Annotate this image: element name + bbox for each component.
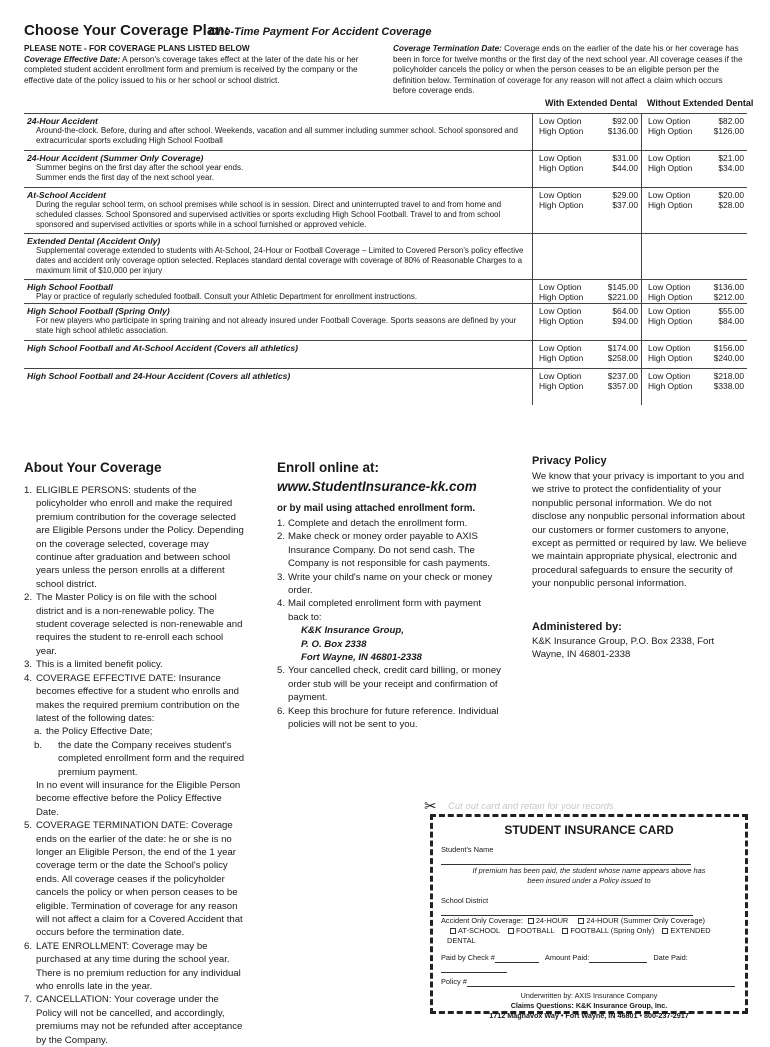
termination-note xyxy=(393,44,745,97)
col-header-with-dental: With Extended Dental xyxy=(545,98,638,108)
price-with-dental-cell xyxy=(532,341,641,368)
enroll-heading: Enroll online at: xyxy=(277,460,380,475)
option-price: $64.00 xyxy=(612,306,638,316)
option-price: $212.00 xyxy=(713,292,744,303)
price-option xyxy=(539,371,638,381)
option-price: $221.00 xyxy=(607,292,638,303)
option-label: Low Option xyxy=(539,282,582,292)
option-price: $357.00 xyxy=(607,381,638,392)
option-label: High Option xyxy=(539,126,584,137)
option-price: $258.00 xyxy=(607,353,638,364)
option-price: $20.00 xyxy=(718,190,744,200)
option-label: High Option xyxy=(648,353,693,364)
price-option xyxy=(539,116,638,126)
checkbox-extended-dental[interactable] xyxy=(662,928,668,934)
option-price: $34.00 xyxy=(718,163,744,174)
price-option xyxy=(539,163,638,173)
enroll-step: 5. Your cancelled check, credit card billing, or money order stub will be your receipt and confirmation of payment. xyxy=(277,665,501,704)
option-label: Low Option xyxy=(648,153,691,163)
option-label: Low Option xyxy=(539,153,582,163)
option-label: High Option xyxy=(648,163,693,174)
effective-label: Coverage Effective Date: xyxy=(24,54,121,64)
administered-text: K&K Insurance Group, P.O. Box 2338, Fort Wayne, IN 46801-2338 xyxy=(532,635,715,661)
plan-row xyxy=(24,113,747,150)
enroll-step: 3. Write your child's name on your check or money order. xyxy=(277,571,493,597)
price-with-dental-cell xyxy=(532,234,641,279)
enroll-steps xyxy=(277,517,502,732)
option-price: $94.00 xyxy=(612,316,638,327)
option-label: High Option xyxy=(539,381,584,392)
plan-row xyxy=(24,279,747,303)
plan-row xyxy=(24,340,747,368)
price-without-dental-cell xyxy=(641,304,747,340)
about-list xyxy=(24,484,246,1047)
checkbox-24hour-summer[interactable] xyxy=(578,918,584,924)
claims-text: Claims Questions: K&K Insurance Group, Inc. xyxy=(510,1001,668,1010)
option-label: High Option xyxy=(648,200,693,211)
price-without-dental-cell xyxy=(641,369,747,405)
option-label: Low Option xyxy=(539,116,582,126)
price-option xyxy=(539,282,638,292)
plan-row xyxy=(24,303,747,340)
price-without-dental-cell xyxy=(641,280,747,303)
option-price: $156.00 xyxy=(713,343,744,353)
option-label: High Option xyxy=(539,200,584,211)
plan-description-cell xyxy=(24,280,532,303)
price-with-dental-cell xyxy=(532,114,641,150)
about-subitem: b. the date the Company receives student's completed enrollment form and the required premium payment. xyxy=(34,739,245,778)
coverage-options-row: AT-SCHOOL FOOTBALL FOOTBALL (Spring Only) EXTENDED DENTAL xyxy=(447,926,711,945)
option-price: $92.00 xyxy=(612,116,638,126)
plan-description-cell xyxy=(24,151,532,187)
plan-name: High School Football (Spring Only) xyxy=(27,306,170,316)
option-price: $37.00 xyxy=(612,200,638,211)
checkbox-football[interactable] xyxy=(508,928,514,934)
plan-row xyxy=(24,233,747,279)
price-option xyxy=(539,126,638,136)
effective-text: A person's coverage takes effect at the later of the date his or her completed student accident enrollment form and premium is received by the company or the effective date of the policy issued to his or her school or school district. xyxy=(24,54,359,85)
mail-address-line: P. O. Box 2338 xyxy=(301,638,367,650)
price-without-dental-cell xyxy=(641,114,747,150)
option-label: Low Option xyxy=(539,343,582,353)
enroll-step: 2. Make check or money order payable to AXIS Insurance Company. Do not send cash. The Company is not responsible for cash payments. xyxy=(277,531,491,570)
checkbox-football-spring[interactable] xyxy=(562,928,568,934)
option-price: $218.00 xyxy=(713,371,744,381)
enroll-url-link[interactable]: www.StudentInsurance-kk.com xyxy=(277,479,477,494)
plan-description: Summer begins on the first day after the school year ends. Summer ends the first day of the next school year. xyxy=(36,163,244,182)
option-price: $126.00 xyxy=(713,126,744,137)
option-label: Low Option xyxy=(648,190,691,200)
mail-address-line: Fort Wayne, IN 46801-2338 xyxy=(301,652,422,664)
price-option xyxy=(648,381,744,391)
enroll-section xyxy=(277,460,502,732)
privacy-section xyxy=(532,455,747,661)
price-with-dental-cell xyxy=(532,369,641,405)
privacy-heading: Privacy Policy xyxy=(532,455,607,467)
option-price: $145.00 xyxy=(607,282,638,292)
price-option xyxy=(648,353,744,363)
option-price: $174.00 xyxy=(607,343,638,353)
note-left xyxy=(24,44,384,86)
option-label: Low Option xyxy=(648,306,691,316)
about-item: 7. CANCELLATION: Your coverage under the Policy will not be cancelled, and accordingly, premiums may not be refunded after acceptance by the Company. xyxy=(24,994,243,1046)
price-option xyxy=(648,306,744,316)
option-label: High Option xyxy=(648,292,693,303)
plan-description: Around-the-clock. Before, during and after school. Weekends, vacation and all summer including summer school. School sponsored and extracurricular sports excluding High School Football xyxy=(36,126,518,145)
enroll-step: 1. Complete and detach the enrollment form. xyxy=(277,518,468,529)
plan-description-cell xyxy=(24,304,532,340)
price-without-dental-cell xyxy=(641,234,747,279)
option-label: Low Option xyxy=(539,190,582,200)
option-label: High Option xyxy=(539,163,584,174)
date-paid-line[interactable] xyxy=(441,972,507,973)
price-with-dental-cell xyxy=(532,151,641,187)
student-insurance-card xyxy=(430,814,748,1020)
option-label: Low Option xyxy=(648,371,691,381)
option-label: High Option xyxy=(539,353,584,364)
student-name-line[interactable] xyxy=(441,864,691,865)
payment-row: Paid by Check # Amount Paid: Date Paid: xyxy=(441,953,737,973)
scissors-icon: ✂ xyxy=(424,798,437,815)
price-option xyxy=(539,316,638,326)
option-price: $136.00 xyxy=(713,282,744,292)
note-heading: PLEASE NOTE - FOR COVERAGE PLANS LISTED BELOW xyxy=(24,44,250,53)
card-title: STUDENT INSURANCE CARD xyxy=(504,823,674,837)
privacy-text: We know that your privacy is important to you and we strive to protect the confidentiality of your nonpublic personal information. We do not disclose any nonpublic personal information about our customers or former customers to anyone, except as permitted or required by law. We believe we maintain appropriate physical, electronic and procedural safeguards to ensure the security of your nonpublic personal information. xyxy=(532,471,747,590)
about-item: 6. LATE ENROLLMENT: Coverage may be purchased at any time during the school year. There is no premium reduction for any individual who enrolls late in the year. xyxy=(24,940,241,993)
plan-description-cell xyxy=(24,369,532,405)
price-option xyxy=(648,316,744,326)
price-option xyxy=(648,116,744,126)
policy-number-line[interactable] xyxy=(467,986,735,987)
plan-description: Play or practice of regularly scheduled football. Consult your Athletic Department for enrollment instructions. xyxy=(36,292,418,301)
termination-label: Coverage Termination Date: xyxy=(393,44,502,53)
option-price: $28.00 xyxy=(718,200,744,211)
plan-description-cell xyxy=(24,114,532,150)
option-label: Low Option xyxy=(648,343,691,353)
policy-field[interactable]: Policy # xyxy=(441,977,737,987)
option-price: $240.00 xyxy=(713,353,744,364)
paid-note: If premium has been paid, the student whose name appears above has been insured under a Policy issued to xyxy=(472,866,706,885)
plan-description: During the regular school term, on school premises while school is in session. Direct and uninterrupted travel to and from home and scheduled classes. School Sponsored and supervised activities or sports excluding High School Football. Travel to and from school sponsored and supervised activities or sports while in a school furnished or approved vehicle. xyxy=(36,200,502,229)
plan-description-cell xyxy=(24,188,532,233)
price-option xyxy=(648,163,744,173)
option-label: High Option xyxy=(648,126,693,137)
price-option xyxy=(539,381,638,391)
student-name-field[interactable]: Student's Name xyxy=(441,845,737,865)
checkbox-atschool[interactable] xyxy=(450,928,456,934)
price-with-dental-cell xyxy=(532,280,641,303)
option-price: $82.00 xyxy=(718,116,744,126)
option-price: $338.00 xyxy=(713,381,744,392)
underwritten-text: Underwritten by: AXIS Insurance Company xyxy=(520,991,658,1000)
enroll-step: 6. Keep this brochure for future reference. Individual policies will not be sent to you. xyxy=(277,705,499,731)
check-number-line[interactable] xyxy=(495,962,539,963)
plan-row xyxy=(24,368,747,405)
option-price: $136.00 xyxy=(607,126,638,137)
option-label: Low Option xyxy=(539,371,582,381)
option-price: $55.00 xyxy=(718,306,744,316)
plan-name: High School Football and At-School Accident (Covers all athletics) xyxy=(27,343,299,353)
price-without-dental-cell xyxy=(641,151,747,187)
option-label: High Option xyxy=(539,292,584,303)
option-label: High Option xyxy=(648,316,693,327)
plan-description-cell xyxy=(24,234,532,279)
price-option xyxy=(539,190,638,200)
option-price: $44.00 xyxy=(612,163,638,174)
price-option xyxy=(648,282,744,292)
option-label: High Option xyxy=(648,381,693,392)
administered-heading: Administered by: xyxy=(532,620,622,633)
price-option xyxy=(648,153,744,163)
option-price: $21.00 xyxy=(718,153,744,163)
plan-row xyxy=(24,187,747,233)
coverage-options-row: Accident Only Coverage: 24-HOUR 24-HOUR (Summer Only Coverage) xyxy=(441,916,706,925)
price-option xyxy=(648,343,744,353)
price-option xyxy=(539,306,638,316)
plan-description-cell xyxy=(24,341,532,368)
price-option xyxy=(648,371,744,381)
option-price: $29.00 xyxy=(612,190,638,200)
about-extra: In no event will insurance for the Eligible Person become effective before the Policy Effective Date. xyxy=(36,779,241,818)
plan-name: High School Football xyxy=(27,282,113,292)
plan-name: At-School Accident xyxy=(27,190,106,200)
price-option xyxy=(648,126,744,136)
price-with-dental-cell xyxy=(532,188,641,233)
price-option xyxy=(539,200,638,210)
plan-name: 24-Hour Accident xyxy=(27,116,98,126)
price-without-dental-cell xyxy=(641,341,747,368)
about-coverage-section xyxy=(24,460,246,1047)
price-option xyxy=(648,200,744,210)
option-label: Low Option xyxy=(648,116,691,126)
about-heading: About Your Coverage xyxy=(24,460,162,475)
cut-instruction: Cut out card and retain for your records xyxy=(448,801,614,812)
termination-text: Coverage ends on the earlier of the date his or her coverage has been in force for twelve months or the first day of the next school year. All coverage ceases if the policyholder cancels the policy or when the person ceases to be an eligible person per the definition below. Termination of coverage for any reason will not affect a claim which occurs before coverage ends. xyxy=(393,44,743,96)
about-item: 1. ELIGIBLE PERSONS: students of the policyholder who enroll and make the required premium contribution for the coverage selected are Eligible Persons under the Policy. Depending on the coverage selected, coverage may continue after graduation and between school years unless the person enrolls at a different school district. xyxy=(24,485,244,590)
option-price: $31.00 xyxy=(612,153,638,163)
mail-address-line: K&K Insurance Group, xyxy=(301,625,404,637)
price-option xyxy=(648,190,744,200)
plan-name: High School Football and 24-Hour Accident (Covers all athletics) xyxy=(27,371,291,381)
option-price: $84.00 xyxy=(718,316,744,327)
option-label: High Option xyxy=(539,316,584,327)
coverage-plans-table xyxy=(24,113,747,405)
price-option xyxy=(539,343,638,353)
plan-row xyxy=(24,150,747,187)
price-option xyxy=(648,292,744,302)
about-item: 4. COVERAGE EFFECTIVE DATE: Insurance becomes effective for a student who enrolls and makes the required premium contribution on the latest of the following dates: xyxy=(24,672,240,724)
price-with-dental-cell xyxy=(532,304,641,340)
page-title: Choose Your Coverage Plan: xyxy=(24,22,230,39)
enroll-mail-text: or by mail using attached enrollment form. xyxy=(277,503,476,514)
option-price: $237.00 xyxy=(607,371,638,381)
plan-description: Supplemental coverage extended to students with At-School, 24-Hour or Football Coverage – Limited to Covered Person's policy effective dates and accident only coverage option selected. Replaces standard dental coverage with coverage of 80% of Reasonable Charges to a maximum limit of $10,000 per injury xyxy=(36,246,524,275)
col-header-without-dental: Without Extended Dental xyxy=(647,98,754,108)
school-district-field[interactable]: School District xyxy=(441,896,737,916)
about-item: 2. The Master Policy is on file with the school district and is a non-renewable policy. The student coverage selected is non-renewable and requires the student to re-enroll each school year. xyxy=(24,592,243,657)
option-label: Low Option xyxy=(539,306,582,316)
page-subtitle: One-Time Payment For Accident Coverage xyxy=(209,26,432,38)
option-label: Low Option xyxy=(648,282,691,292)
enroll-step: 4. Mail completed enrollment form with payment back to: xyxy=(277,598,482,623)
amount-paid-line[interactable] xyxy=(589,962,647,963)
price-option xyxy=(539,353,638,363)
about-subitem: a. the Policy Effective Date; xyxy=(34,726,153,738)
effective-date-note xyxy=(24,55,384,87)
price-option xyxy=(539,292,638,302)
price-without-dental-cell xyxy=(641,188,747,233)
price-option xyxy=(539,153,638,163)
plan-description: For new players who participate in spring training and not already insured under Football Coverage. Sports seasons are defined by your state high school athletic association. xyxy=(36,316,517,335)
plan-name: Extended Dental (Accident Only) xyxy=(27,236,161,246)
plan-name: 24-Hour Accident (Summer Only Coverage) xyxy=(27,153,204,163)
card-address: 1712 Magnavox Way • Fort Wayne, IN 46801 • 800-237-2917 xyxy=(489,1011,689,1020)
checkbox-24hour[interactable] xyxy=(528,918,534,924)
about-item: 5. COVERAGE TERMINATION DATE: Coverage ends on the earlier of the date: he or she is no longer an Eligible Person, the end of the 1 year coverage term or the date the School's policy ends. All coverage ceases if the policyholder cancels the policy or when person ceases to be eligible. Termination of coverage for any reason will not affect a claim for a Covered Accident that occurs before the termination date. xyxy=(24,820,243,939)
about-item: 3. This is a limited benefit policy. xyxy=(24,659,163,671)
